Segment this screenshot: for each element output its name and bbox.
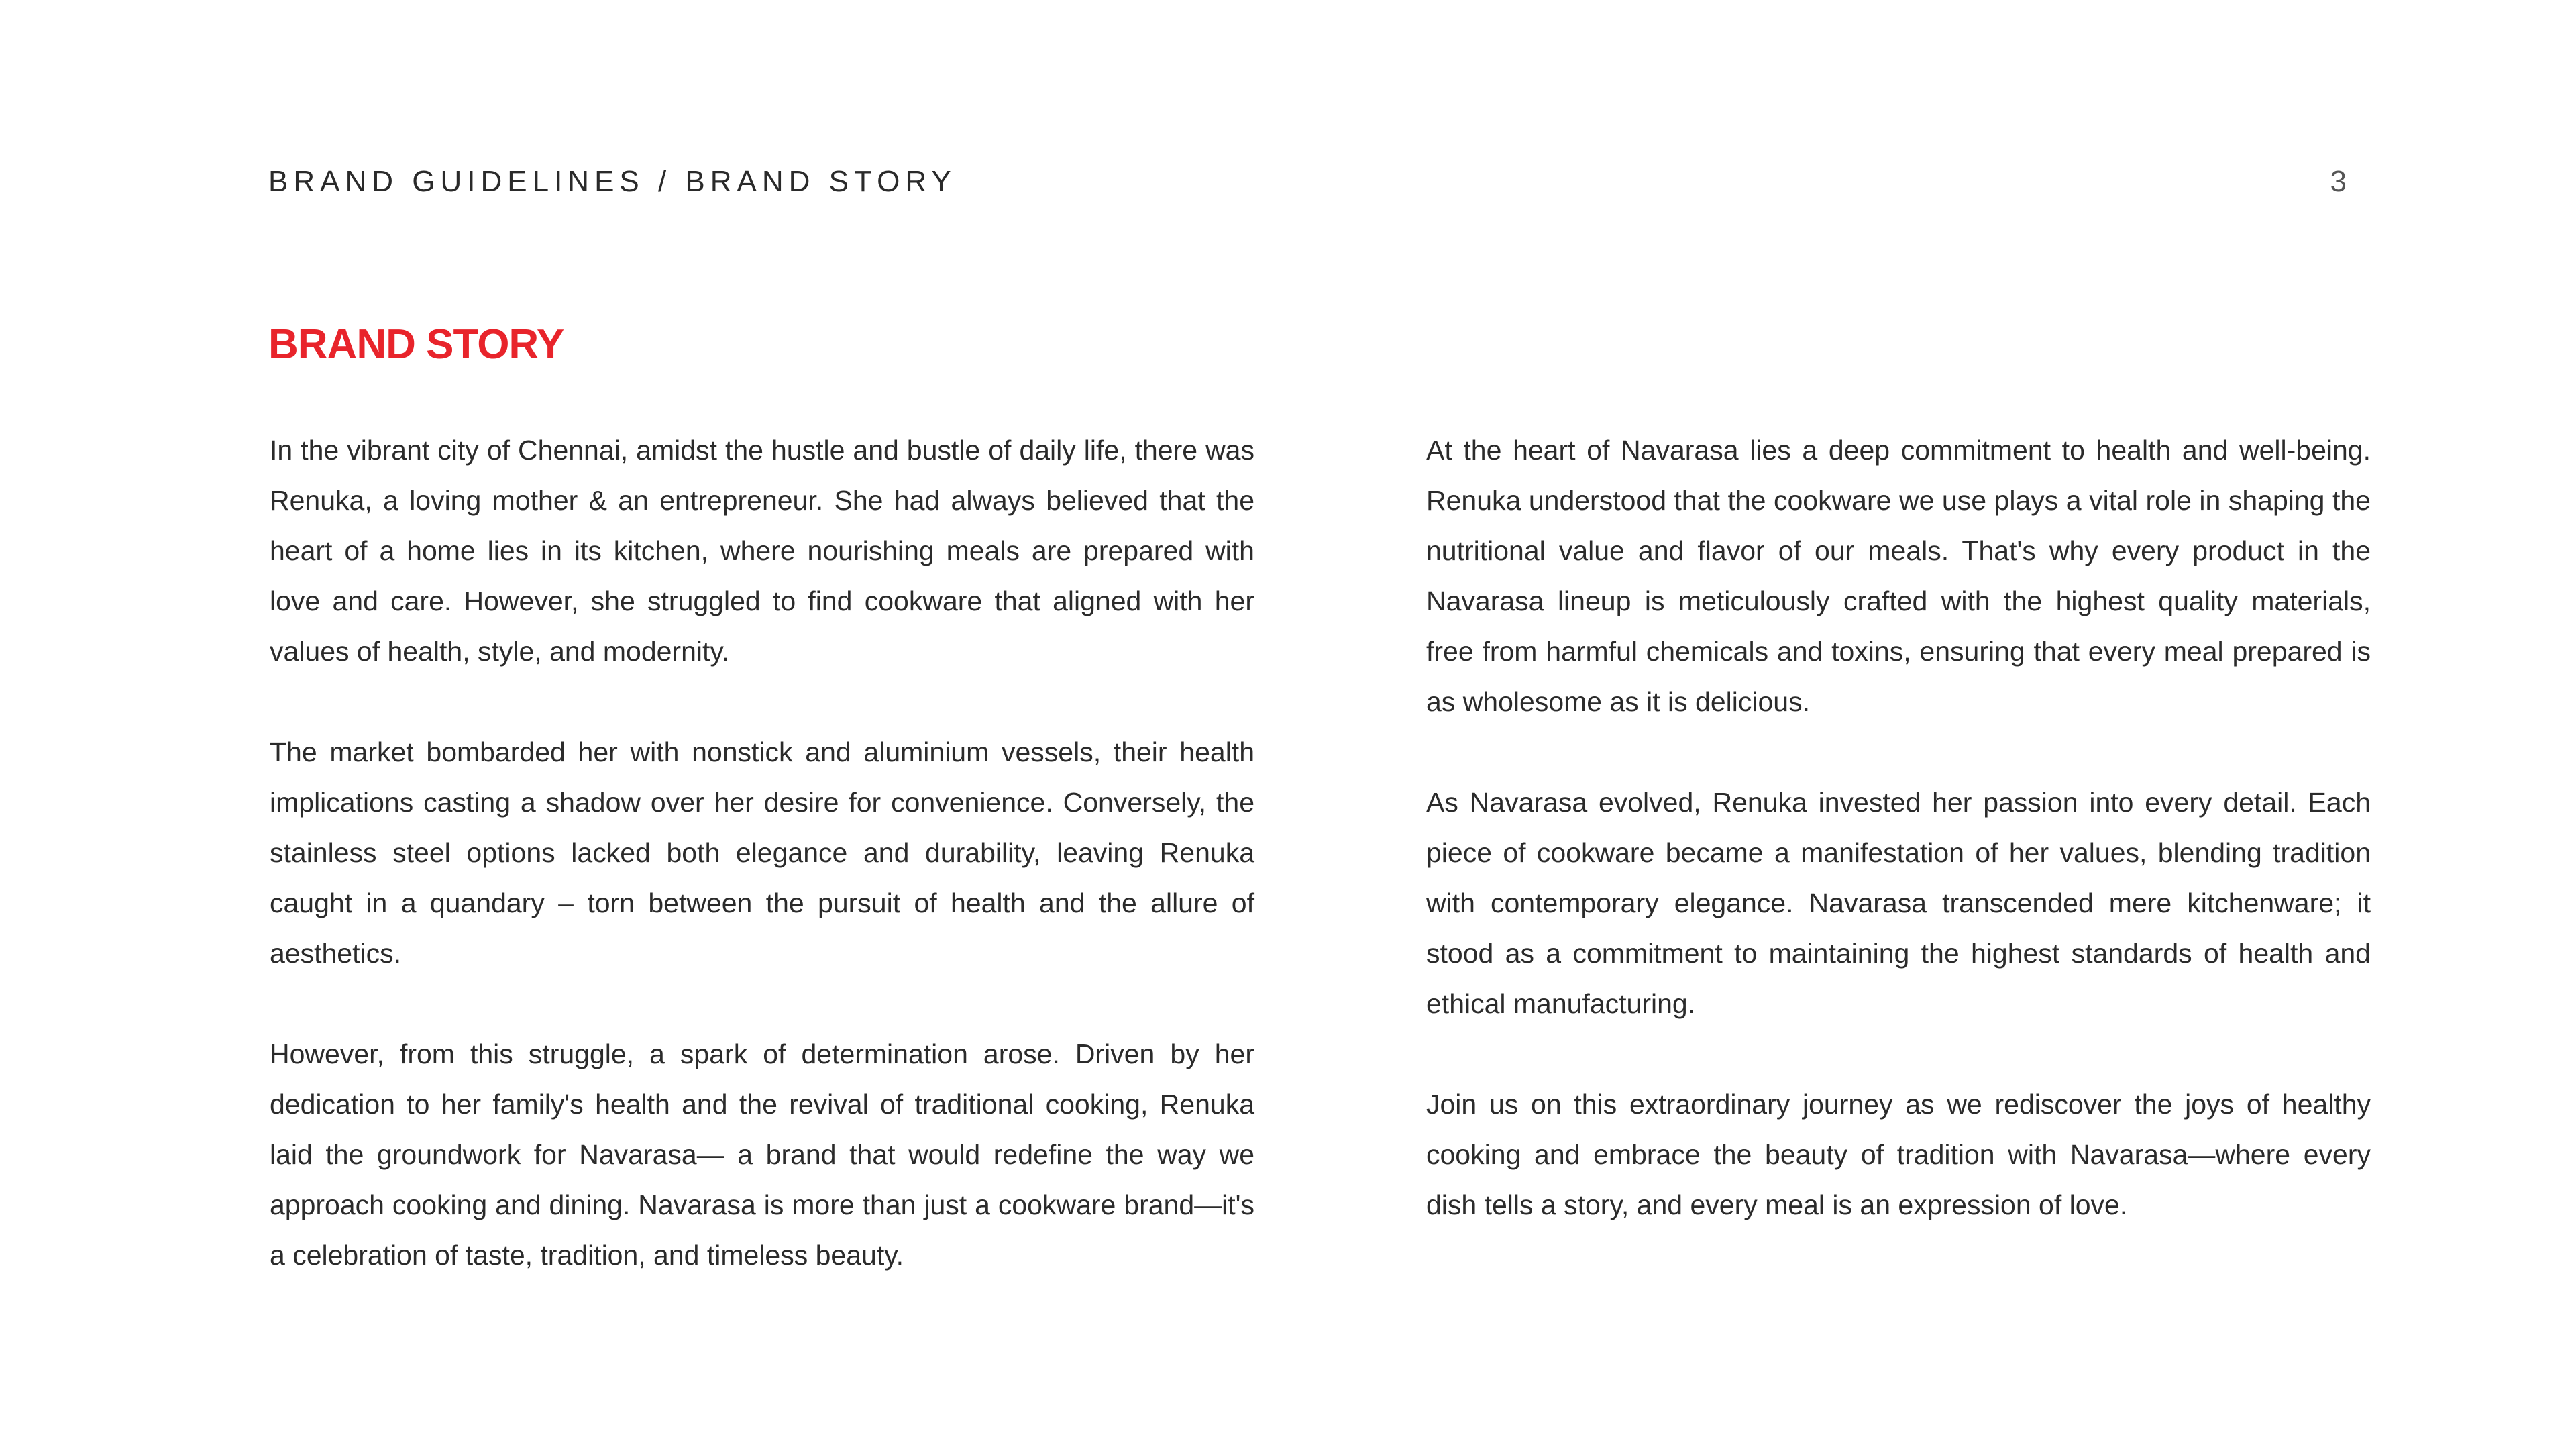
paragraph: However, from this struggle, a spark of determination arose. Driven by her dedication to her family's health and the revival of traditional cooking, Renuka laid the groundwork for Navarasa— a brand that would redefine the way we approach cooking and dining. Navarasa is more than just a cookware brand—it's a celebration of taste, tradition, and timeless beauty.	[270, 1038, 1254, 1271]
section-title: BRAND STORY	[268, 321, 564, 368]
paragraph: As Navarasa evolved, Renuka invested her passion into every detail. Each piece of cookware became a manifestation of her values, blending tradition with contemporary elegance. Navarasa transcended mere kitchenware; it stood as a commitment to maintaining the highest standards of health and ethical manufacturing.	[1426, 787, 2371, 1019]
story-column-right	[1426, 425, 2371, 1230]
paragraph: At the heart of Navarasa lies a deep commitment to health and well-being. Renuka understood that the cookware we use plays a vital role in shaping the nutritional value and flavor of our meals. That's why every product in the Navarasa lineup is meticulously crafted with the highest quality materials, free from harmful chemicals and toxins, ensuring that every meal prepared is as wholesome as it is delicious.	[1426, 435, 2371, 717]
paragraph: In the vibrant city of Chennai, amidst the hustle and bustle of daily life, there was Renuka, a loving mother & an entrepreneur. She had always believed that the heart of a home lies in its kitchen, where nourishing meals are prepared with love and care. However, she struggled to find cookware that aligned with her values of health, style, and modernity.	[270, 435, 1254, 667]
page-number: 3	[2330, 165, 2347, 198]
paragraph: Join us on this extraordinary journey as we rediscover the joys of healthy cooking and embrace the beauty of tradition with Navarasa—where every dish tells a story, and every meal is an expression of love.	[1426, 1089, 2371, 1220]
story-column-left	[270, 425, 1254, 1281]
paragraph: The market bombarded her with nonstick and aluminium vessels, their health implications casting a shadow over her desire for convenience. Conversely, the stainless steel options lacked both elegance and durability, leaving Renuka caught in a quandary – torn between the pursuit of health and the allure of aesthetics.	[270, 737, 1254, 969]
breadcrumb: BRAND GUIDELINES / BRAND STORY	[268, 165, 957, 198]
